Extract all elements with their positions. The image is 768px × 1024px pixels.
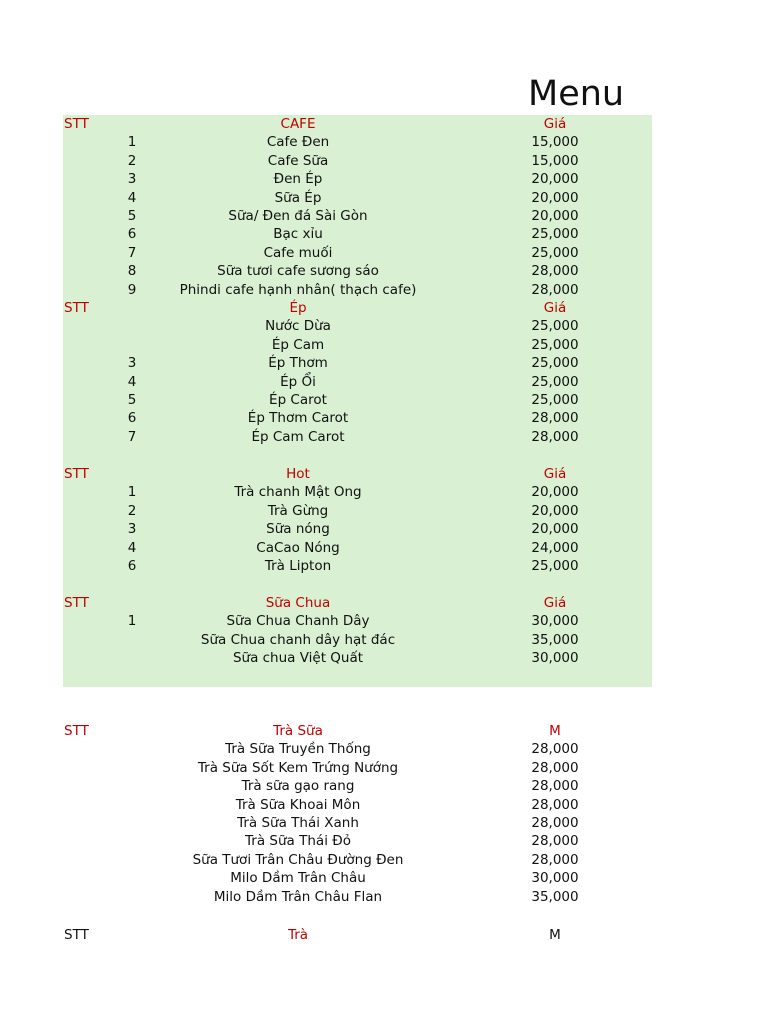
item-number: 4 [127, 539, 137, 556]
item-number: 9 [127, 281, 137, 298]
price-header: M [549, 723, 561, 739]
stt-header: STT [64, 595, 89, 611]
item-number [120, 759, 144, 777]
item-name: Cafe Sữa [267, 152, 329, 169]
menu-item-row [0, 189, 768, 207]
item-price: 25,000 [531, 244, 579, 261]
item-name: Milo Dầm Trân Châu [230, 870, 366, 887]
item-price: 28,000 [531, 778, 579, 795]
menu-item-row [0, 612, 768, 630]
item-name: Sữa/ Đen đá Sài Gòn [228, 208, 368, 224]
item-name: Ép Cam [271, 336, 325, 353]
menu-item-row [0, 207, 768, 225]
price-header: Giá [543, 300, 567, 316]
item-price: 25,000 [531, 355, 579, 372]
item-price: 25,000 [531, 558, 579, 574]
menu-item-row [0, 777, 768, 795]
item-name: Ép Thơm Carot [247, 410, 349, 427]
item-price: 20,000 [531, 208, 579, 224]
section-header-row [0, 465, 768, 483]
item-price: 20,000 [531, 189, 579, 206]
item-number [120, 317, 144, 335]
item-number: 5 [127, 208, 137, 224]
item-name: Trà chanh Mật Ong [234, 484, 362, 501]
item-number: 4 [127, 373, 137, 390]
item-price: 28,000 [531, 759, 579, 776]
item-number: 3 [127, 355, 137, 372]
item-number: 2 [127, 152, 137, 169]
item-name: Sữa nóng [266, 521, 330, 538]
price-header: M [549, 927, 561, 943]
item-number: 3 [127, 171, 137, 188]
item-number: 6 [127, 226, 137, 243]
menu-item-row [0, 170, 768, 188]
stt-header: STT [64, 116, 89, 132]
item-price: 28,000 [531, 410, 579, 427]
item-name: Sữa Tươi Trân Châu Đường Đen [192, 851, 404, 868]
menu-item-row [0, 869, 768, 887]
menu-item-row [0, 354, 768, 372]
item-name: Trà Sữa Thái Xanh [237, 815, 359, 831]
item-number [120, 851, 144, 869]
item-name: Sữa tươi cafe sương sáo [217, 263, 379, 280]
item-name: Sữa Chua Chanh Dây [226, 613, 370, 630]
stt-header: STT [64, 927, 89, 943]
item-price: 20,000 [531, 521, 579, 538]
item-number [120, 869, 144, 887]
item-number: 8 [127, 263, 137, 280]
menu-item-row [0, 851, 768, 869]
category-header: Trà [287, 927, 309, 943]
menu-item-row [0, 888, 768, 906]
section-header-row [0, 722, 768, 740]
category-header: CAFE [280, 116, 316, 132]
menu-item-row [0, 796, 768, 814]
section-header-row [0, 926, 768, 944]
item-price: 25,000 [531, 392, 579, 408]
item-name: Bạc xỉu [273, 226, 323, 243]
item-price: 28,000 [531, 796, 579, 813]
item-name: Sữa chua Việt Quất [232, 650, 364, 667]
item-number: 5 [127, 392, 137, 408]
item-name: CaCao Nóng [256, 539, 340, 556]
menu-item-row [0, 391, 768, 409]
menu-item-row [0, 244, 768, 262]
item-price: 28,000 [531, 263, 579, 280]
menu-item-row [0, 225, 768, 243]
item-number [120, 631, 144, 649]
item-number [120, 777, 144, 795]
price-header: Giá [543, 466, 567, 482]
item-number: 4 [127, 189, 137, 206]
item-name: Ép Ổi [280, 373, 316, 390]
menu-item-row [0, 759, 768, 777]
item-number [120, 649, 144, 667]
item-price: 25,000 [531, 373, 579, 390]
menu-item-row [0, 832, 768, 850]
item-number [120, 796, 144, 814]
item-name: Trà Sữa Sốt Kem Trứng Nướng [197, 759, 399, 776]
item-price: 35,000 [531, 631, 579, 648]
item-price: 24,000 [531, 539, 579, 556]
menu-item-row [0, 373, 768, 391]
item-price: 20,000 [531, 484, 579, 501]
item-price: 25,000 [531, 226, 579, 243]
item-name: Ép Carot [269, 392, 327, 408]
item-price: 30,000 [531, 650, 579, 667]
menu-item-row [0, 133, 768, 151]
menu-item-row [0, 502, 768, 520]
item-price: 28,000 [531, 428, 579, 445]
section-header-row [0, 299, 768, 317]
item-name: Ép Cam Carot [251, 428, 345, 445]
menu-item-row [0, 520, 768, 538]
menu-item-row [0, 557, 768, 575]
menu-item-row [0, 631, 768, 649]
item-name: Trà Lipton [264, 558, 332, 574]
item-number [120, 814, 144, 832]
menu-item-row [0, 336, 768, 354]
menu-item-row [0, 814, 768, 832]
page-title: Menu [528, 74, 625, 114]
item-price: 28,000 [531, 815, 579, 831]
menu-item-row [0, 262, 768, 280]
item-price: 25,000 [531, 318, 579, 335]
item-number: 2 [127, 502, 137, 519]
item-name: Cafe muối [263, 244, 333, 261]
menu-item-row [0, 740, 768, 758]
item-number [120, 740, 144, 758]
item-price: 15,000 [531, 152, 579, 169]
menu-item-row [0, 152, 768, 170]
item-name: Nước Dừa [265, 318, 331, 335]
item-name: Sữa Ép [274, 189, 322, 206]
item-number: 6 [127, 558, 137, 574]
item-name: Ép Thơm [268, 355, 328, 372]
item-price: 35,000 [531, 888, 579, 905]
item-price: 28,000 [531, 833, 579, 850]
item-name: Phindi cafe hạnh nhân( thạch cafe) [179, 281, 417, 298]
item-number [120, 888, 144, 906]
menu-item-row [0, 409, 768, 427]
item-price: 28,000 [531, 851, 579, 868]
menu-item-row [0, 539, 768, 557]
menu-item-row [0, 483, 768, 501]
item-number: 1 [127, 484, 137, 501]
item-price: 20,000 [531, 171, 579, 188]
stt-header: STT [64, 466, 89, 482]
item-price: 15,000 [531, 134, 579, 151]
item-price: 30,000 [531, 613, 579, 630]
category-header: Trà Sữa [273, 723, 323, 739]
item-price: 30,000 [531, 870, 579, 887]
item-name: Cafe Đen [266, 134, 330, 151]
section-header-row [0, 594, 768, 612]
price-header: Giá [543, 595, 567, 611]
item-name: Trà Sữa Khoai Môn [235, 796, 361, 813]
item-number [120, 832, 144, 850]
category-header: Ép [289, 300, 307, 316]
item-number: 3 [127, 521, 137, 538]
item-name: Đen Ép [273, 171, 323, 188]
stt-header: STT [64, 300, 89, 316]
item-number: 7 [127, 244, 137, 261]
item-price: 28,000 [531, 741, 579, 758]
price-header: Giá [543, 116, 567, 132]
item-name: Trà Sữa Thái Đỏ [245, 833, 351, 850]
item-number: 6 [127, 410, 137, 427]
category-header: Hot [286, 466, 310, 482]
stt-header: STT [64, 723, 89, 739]
item-name: Trà Gừng [267, 502, 329, 519]
item-number: 1 [127, 134, 137, 151]
item-price: 20,000 [531, 502, 579, 519]
item-name: Sữa Chua chanh dây hạt đác [200, 631, 396, 648]
menu-item-row [0, 649, 768, 667]
item-number [120, 336, 144, 354]
item-price: 25,000 [531, 336, 579, 353]
section-header-row [0, 115, 768, 133]
item-name: Trà Sữa Truyền Thống [225, 741, 371, 758]
menu-item-row [0, 281, 768, 299]
item-price: 28,000 [531, 281, 579, 298]
item-name: Trà sữa gạo rang [241, 778, 355, 795]
item-name: Milo Dầm Trân Châu Flan [213, 888, 383, 905]
item-number: 7 [127, 428, 137, 445]
menu-item-row [0, 317, 768, 335]
menu-item-row [0, 428, 768, 446]
item-number: 1 [127, 613, 137, 630]
category-header: Sữa Chua [265, 595, 331, 611]
